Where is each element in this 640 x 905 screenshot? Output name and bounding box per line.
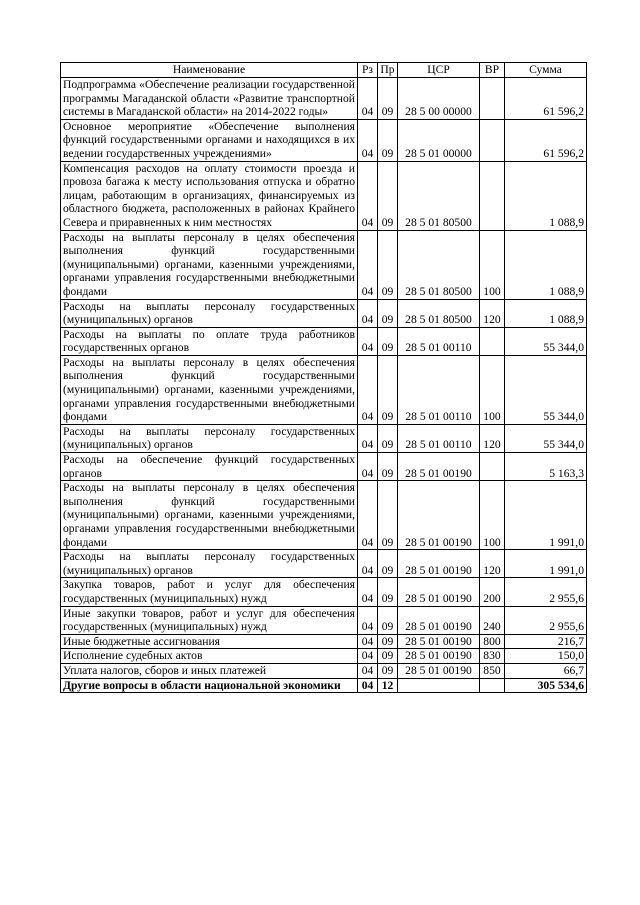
row-rz: 04 <box>358 424 378 452</box>
row-name: Компенсация расходов на оплату стоимости проезда и провоза багажа к месту использования отпуска и обратно лицам, работающим в организациях, финансируемых из областного бюджета, расположенных в районах Крайнего Севера и приравненных к ним местностях <box>61 161 358 230</box>
table-row <box>61 663 587 678</box>
row-pr: 09 <box>378 663 398 678</box>
row-name: Расходы на выплаты персоналу государственных (муниципальных) органов <box>61 550 358 578</box>
table-row <box>61 649 587 664</box>
row-sum: 66,7 <box>505 663 587 678</box>
row-name: Расходы на обеспечение функций государственных органов <box>61 453 358 481</box>
table-row <box>61 634 587 649</box>
row-vr: 240 <box>480 606 505 634</box>
row-vr <box>480 453 505 481</box>
row-name: Исполнение судебных актов <box>61 649 358 664</box>
row-sum: 55 344,0 <box>505 355 587 424</box>
row-rz: 04 <box>358 649 378 664</box>
row-pr: 09 <box>378 161 398 230</box>
row-name: Иные бюджетные ассигнования <box>61 634 358 649</box>
row-vr: 100 <box>480 230 505 299</box>
row-vr: 200 <box>480 578 505 606</box>
row-sum: 216,7 <box>505 634 587 649</box>
row-rz: 04 <box>358 119 378 161</box>
row-csr: 28 5 01 00000 <box>398 119 480 161</box>
row-sum: 2 955,6 <box>505 606 587 634</box>
row-rz: 04 <box>358 230 378 299</box>
row-rz: 04 <box>358 453 378 481</box>
row-pr: 09 <box>378 606 398 634</box>
row-csr: 28 5 01 80500 <box>398 299 480 327</box>
row-vr: 120 <box>480 299 505 327</box>
row-name: Расходы на выплаты персоналу государственных (муниципальных) органов <box>61 424 358 452</box>
row-sum: 55 344,0 <box>505 424 587 452</box>
row-name: Основное мероприятие «Обеспечение выполнения функций государственными органами и находящихся в их ведении государственных учреждениями» <box>61 119 358 161</box>
row-csr <box>398 678 480 693</box>
row-csr: 28 5 01 00190 <box>398 453 480 481</box>
row-name: Уплата налогов, сборов и иных платежей <box>61 663 358 678</box>
row-rz: 04 <box>358 481 378 550</box>
row-pr: 09 <box>378 119 398 161</box>
row-vr <box>480 78 505 120</box>
row-rz: 04 <box>358 663 378 678</box>
row-sum: 1 991,0 <box>505 481 587 550</box>
header-vr: ВР <box>480 63 505 78</box>
row-pr: 09 <box>378 299 398 327</box>
row-csr: 28 5 00 00000 <box>398 78 480 120</box>
table-row <box>61 327 587 355</box>
row-vr: 800 <box>480 634 505 649</box>
row-sum: 2 955,6 <box>505 578 587 606</box>
row-csr: 28 5 01 00190 <box>398 578 480 606</box>
row-rz: 04 <box>358 606 378 634</box>
row-name: Другие вопросы в области национальной экономики <box>61 678 358 693</box>
row-rz: 04 <box>358 634 378 649</box>
row-pr: 09 <box>378 550 398 578</box>
table-row <box>61 481 587 550</box>
row-pr: 09 <box>378 327 398 355</box>
table-row <box>61 119 587 161</box>
row-csr: 28 5 01 80500 <box>398 161 480 230</box>
row-pr: 09 <box>378 424 398 452</box>
row-vr: 850 <box>480 663 505 678</box>
row-sum: 1 088,9 <box>505 161 587 230</box>
row-sum: 55 344,0 <box>505 327 587 355</box>
row-pr: 09 <box>378 634 398 649</box>
header-pr: Пр <box>378 63 398 78</box>
row-sum: 305 534,6 <box>505 678 587 693</box>
table-row-total <box>61 678 587 693</box>
row-vr: 100 <box>480 481 505 550</box>
row-sum: 1 088,9 <box>505 230 587 299</box>
header-rz: Рз <box>358 63 378 78</box>
table-row <box>61 424 587 452</box>
header-csr: ЦСР <box>398 63 480 78</box>
row-rz: 04 <box>358 355 378 424</box>
row-rz: 04 <box>358 678 378 693</box>
table-row <box>61 161 587 230</box>
row-vr: 120 <box>480 550 505 578</box>
row-vr: 830 <box>480 649 505 664</box>
table-row <box>61 78 587 120</box>
row-csr: 28 5 01 00190 <box>398 606 480 634</box>
row-csr: 28 5 01 00110 <box>398 327 480 355</box>
table-header-row <box>61 63 587 78</box>
row-rz: 04 <box>358 578 378 606</box>
table-row <box>61 299 587 327</box>
row-vr <box>480 161 505 230</box>
table-row <box>61 606 587 634</box>
row-name: Расходы на выплаты персоналу в целях обеспечения выполнения функций государственными (муниципальными) органами, казенными учреждениями, органами управления государственными внебюджетными фондами <box>61 355 358 424</box>
row-pr: 12 <box>378 678 398 693</box>
row-vr <box>480 327 505 355</box>
row-csr: 28 5 01 00190 <box>398 634 480 649</box>
row-pr: 09 <box>378 578 398 606</box>
row-sum: 61 596,2 <box>505 119 587 161</box>
row-rz: 04 <box>358 550 378 578</box>
row-name: Закупка товаров, работ и услуг для обеспечения государственных (муниципальных) нужд <box>61 578 358 606</box>
budget-table <box>60 62 587 693</box>
row-csr: 28 5 01 00110 <box>398 355 480 424</box>
table-row <box>61 230 587 299</box>
header-name: Наименование <box>61 63 358 78</box>
row-name: Расходы на выплаты персоналу государственных (муниципальных) органов <box>61 299 358 327</box>
row-rz: 04 <box>358 327 378 355</box>
row-csr: 28 5 01 00190 <box>398 481 480 550</box>
row-sum: 1 991,0 <box>505 550 587 578</box>
row-name: Подпрограмма «Обеспечение реализации государственной программы Магаданской области «Развитие транспортной системы в Магаданской области» на 2014-2022 годы» <box>61 78 358 120</box>
row-sum: 1 088,9 <box>505 299 587 327</box>
table-row <box>61 355 587 424</box>
table-row <box>61 550 587 578</box>
row-rz: 04 <box>358 299 378 327</box>
row-vr <box>480 119 505 161</box>
row-sum: 5 163,3 <box>505 453 587 481</box>
row-rz: 04 <box>358 78 378 120</box>
row-sum: 150,0 <box>505 649 587 664</box>
row-pr: 09 <box>378 481 398 550</box>
row-name: Расходы на выплаты персоналу в целях обеспечения выполнения функций государственными (муниципальными) органами, казенными учреждениями, органами управления государственными внебюджетными фондами <box>61 481 358 550</box>
row-pr: 09 <box>378 355 398 424</box>
row-sum: 61 596,2 <box>505 78 587 120</box>
row-csr: 28 5 01 00110 <box>398 424 480 452</box>
row-csr: 28 5 01 80500 <box>398 230 480 299</box>
row-csr: 28 5 01 00190 <box>398 649 480 664</box>
row-vr: 100 <box>480 355 505 424</box>
row-pr: 09 <box>378 78 398 120</box>
row-name: Расходы на выплаты персоналу в целях обеспечения выполнения функций государственными (муниципальными) органами, казенными учреждениями, органами управления государственными внебюджетными фондами <box>61 230 358 299</box>
header-sum: Сумма <box>505 63 587 78</box>
row-name: Расходы на выплаты по оплате труда работников государственных органов <box>61 327 358 355</box>
row-csr: 28 5 01 00190 <box>398 663 480 678</box>
row-csr: 28 5 01 00190 <box>398 550 480 578</box>
row-name: Иные закупки товаров, работ и услуг для обеспечения государственных (муниципальных) нужд <box>61 606 358 634</box>
row-pr: 09 <box>378 230 398 299</box>
row-pr: 09 <box>378 649 398 664</box>
table-row <box>61 453 587 481</box>
table-row <box>61 578 587 606</box>
row-vr: 120 <box>480 424 505 452</box>
row-rz: 04 <box>358 161 378 230</box>
row-vr <box>480 678 505 693</box>
row-pr: 09 <box>378 453 398 481</box>
